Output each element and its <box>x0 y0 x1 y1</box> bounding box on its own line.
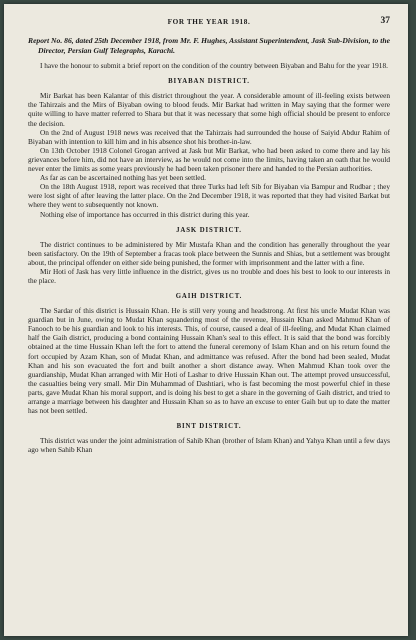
paragraph: On the 2nd of August 1918 news was received that the Tahirzais had surrounded the house of Saiyid Abdur Rahim of Biyaban with intention to kill him and in his absence shot his brother-in-law. <box>28 127 390 146</box>
paragraph: Nothing else of importance has occurred in this district during this year. <box>40 209 250 219</box>
page-number: 37 <box>380 16 390 26</box>
report-heading <box>28 36 390 55</box>
paragraph: This district was under the joint administration of Sahib Khan (brother of Islam Khan) and Yahya Khan until a few days ago when Sahib Khan <box>28 436 390 455</box>
section-title-biyaban: BIYABAN DISTRICT. <box>168 78 250 86</box>
paragraph: The district continues to be administered by Mir Mustafa Khan and the condition has generally throughout the year been satisfactory. On the 19th of September a fracas took place between the Sunnis and Shias, but a settlement was brought about, the principal offender on either side being punished, the former with imprisonment and the latter with a fine. <box>28 239 390 267</box>
intro-paragraph: I have the honour to submit a brief report on the condition of the country between Biyaban and Bahu for the year 1918. <box>40 61 388 71</box>
report-heading-text: dated 25th December 1918, from Mr. F. Hughes, Assistant Superintendent, Jask Sub-Division, to the Director, Persian Gulf Telegraphs, Karachi. <box>38 36 390 55</box>
paragraph: On the 18th August 1918, report was received that three Turks had left Sib for Biyaban via Bampur and Rudbar ; they were lost sight of after leaving the latter place. On the 2nd December 1918, it was reported that they had visited Barkat but where they went to subsequently not known. <box>28 182 390 210</box>
paragraph: Mir Hoti of Jask has very little influence in the district, gives us no trouble and does his best to look to our interests in the place. <box>28 266 390 285</box>
running-head <box>28 18 390 32</box>
running-head-title: FOR THE YEAR 1918. <box>167 18 251 26</box>
page-content <box>28 18 390 454</box>
section-title-bint: BINT DISTRICT. <box>176 423 242 431</box>
report-number: Report No. 86, <box>28 36 74 45</box>
paragraph: The Sardar of this district is Hussain Khan. He is still very young and headstrong. At first his uncle Mudat Khan was guardian but in June, owing to Mudat Khan squandering most of the revenue, Hussain Khan asked Mahmud Khan of Fanooch to be his guardian and look to his interests. This, of course, caused a deal of ill-feeling, and Mudat Khan claimed half the Gaih district, producing a bond containing Hussain Khan's seal to this effect. It is said that the bond was forcibly obtained at the time Hussain Khan left the fort to attend the funeral ceremony of Islam Khan and on his return found the fort occupied by Azam Khan, son of Mudat Khan, and admittance was refused. After the bond had been sealed, Mudat Khan and his son evacuated the fort and built another a short distance away. When Mahmud Khan took over the guardianship, Mudat Khan arranged with Mir Hoti of Lashar to drive Hussain Khan out. The attempt proved unsuccessful, the casualties being very small. Mir Din Muhammad of Dashtiari, who is fast becoming the most powerful chief in these parts, gave Mudat Khan his moral support, and is doing his best to get a share in the governing of Gaih district, and tried to arrange a marriage between his daughter and Hussain Khan so as to have an excuse to enter Gaih but up to date the matter has not been settled. <box>28 306 390 416</box>
section-title-gaih: GAIH DISTRICT. <box>175 293 243 301</box>
section-title-jask: JASK DISTRICT. <box>176 226 242 234</box>
paragraph: On 13th October 1918 Colonel Grogan arrived at Jask but Mir Barkat, who had been asked to come there and lay his grievances before him, did not have an interview, as he would not come into the limits, having taken an oath that he would never enter the limits as some years previously he had been taken prisoner there and handed to the Persian authorities. <box>28 145 390 174</box>
document-page <box>4 4 408 636</box>
paragraph: Mir Barkat has been Kalantar of this district throughout the year. A considerable amount of ill-feeling exists between the Tahirzais and the Mirs of Biyaban owing to blood feuds. Mir Barkat had written in May saying that the former were quite willing to have matter referred to Shara but that it was necessary that some high official should be present to enforce the decision. <box>28 91 390 128</box>
paragraph: As far as can be ascertained nothing has yet been settled. <box>40 173 206 183</box>
